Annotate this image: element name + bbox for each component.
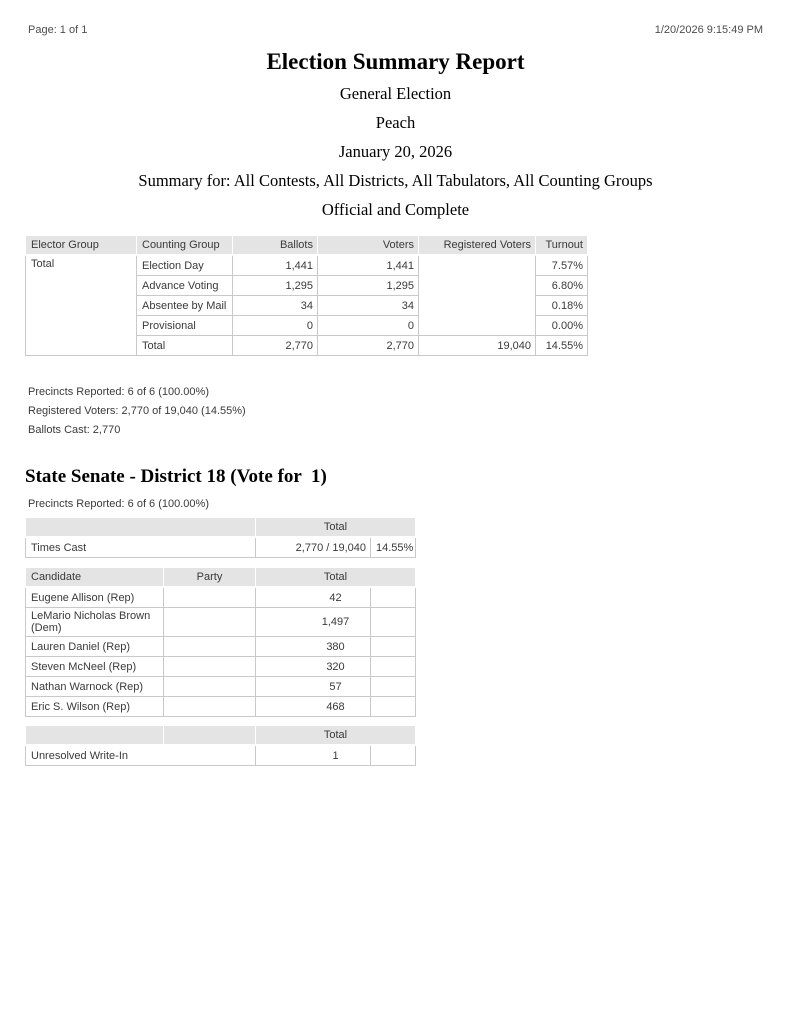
candidate-row	[26, 608, 416, 637]
ballots-cell: 1,441	[233, 255, 318, 276]
candidate-party	[164, 608, 256, 637]
candidate-votes: 57	[256, 677, 416, 697]
write-in-votes: 1	[256, 745, 416, 766]
candidate-name: Eugene Allison (Rep)	[26, 587, 164, 608]
page-number-label: Page: 1 of 1	[28, 24, 88, 36]
candidate-name: Lauren Daniel (Rep)	[26, 637, 164, 657]
registered-voters-cell: 19,040	[419, 336, 536, 356]
col-header-voters: Voters	[318, 236, 419, 256]
col-header-ballots: Ballots	[233, 236, 318, 256]
times-cast-header-row	[26, 518, 416, 538]
ballots-cell: 2,770	[233, 336, 318, 356]
elector-group-summary-table	[25, 235, 588, 356]
candidate-party	[164, 637, 256, 657]
col-header-counting-group: Counting Group	[137, 236, 233, 256]
page-meta-bar	[0, 0, 791, 36]
voters-cell: 1,295	[318, 276, 419, 296]
col-header-elector-group: Elector Group	[26, 236, 137, 256]
ballots-cell: 0	[233, 316, 318, 336]
candidate-name: LeMario Nicholas Brown (Dem)	[26, 608, 164, 637]
candidate-votes: 42	[256, 587, 416, 608]
write-in-header-row	[26, 726, 416, 746]
candidates-header-row	[26, 568, 416, 588]
report-status-line: Official and Complete	[321, 200, 470, 219]
voters-cell: 2,770	[318, 336, 419, 356]
candidate-row	[26, 677, 416, 697]
turnout-cell: 7.57%	[536, 255, 588, 276]
contest-precincts-reported: Precincts Reported: 6 of 6 (100.00%)	[28, 498, 209, 510]
summary-header-row	[26, 236, 588, 256]
candidate-votes: 468	[256, 697, 416, 717]
counting-group-cell: Provisional	[137, 316, 233, 336]
election-name: General Election	[339, 84, 452, 103]
candidate-name: Nathan Warnock (Rep)	[26, 677, 164, 697]
turnout-cell: 0.00%	[536, 316, 588, 336]
counting-group-cell: Absentee by Mail	[137, 296, 233, 316]
candidate-party	[164, 587, 256, 608]
jurisdiction-name: Peach	[375, 113, 416, 132]
times-cast-value: 2,770 / 19,040	[256, 537, 371, 558]
write-in-header-spacer	[26, 726, 164, 746]
candidate-party	[164, 677, 256, 697]
voters-cell: 0	[318, 316, 419, 336]
times-cast-total-header: Total	[256, 518, 416, 538]
times-cast-header-spacer	[26, 518, 256, 538]
times-cast-table	[25, 517, 416, 558]
ballots-cell: 34	[233, 296, 318, 316]
candidate-row	[26, 587, 416, 608]
col-header-turnout: Turnout	[536, 236, 588, 256]
times-cast-label: Times Cast	[26, 537, 256, 558]
candidate-name: Steven McNeel (Rep)	[26, 657, 164, 677]
candidate-name: Eric S. Wilson (Rep)	[26, 697, 164, 717]
counting-group-cell: Total	[137, 336, 233, 356]
table-row	[26, 255, 588, 276]
registered-voters-stat: Registered Voters: 2,770 of 19,040 (14.55%)	[28, 405, 246, 417]
col-header-candidate: Candidate	[26, 568, 164, 588]
counting-group-cell: Advance Voting	[137, 276, 233, 296]
candidate-row	[26, 697, 416, 717]
voters-cell: 1,441	[318, 255, 419, 276]
turnout-cell: 0.18%	[536, 296, 588, 316]
voters-cell: 34	[318, 296, 419, 316]
write-in-total-header: Total	[256, 726, 416, 746]
col-header-party: Party	[164, 568, 256, 588]
candidate-party	[164, 657, 256, 677]
election-date: January 20, 2026	[338, 142, 453, 161]
candidate-row	[26, 657, 416, 677]
col-header-total: Total	[256, 568, 416, 588]
candidate-votes: 1,497	[256, 608, 416, 637]
times-cast-percent: 14.55%	[371, 537, 416, 558]
candidate-row	[26, 637, 416, 657]
times-cast-row	[26, 537, 416, 558]
report-datetime: 1/20/2026 9:15:49 PM	[654, 24, 763, 36]
elector-group-cell: Total	[26, 255, 137, 356]
candidates-table	[25, 567, 416, 717]
candidate-party	[164, 697, 256, 717]
write-in-header-spacer-2	[164, 726, 256, 746]
write-in-row	[26, 745, 416, 766]
ballots-cell: 1,295	[233, 276, 318, 296]
contest-title: State Senate - District 18 (Vote for 1)	[25, 466, 327, 487]
candidate-votes: 320	[256, 657, 416, 677]
counting-group-cell: Election Day	[137, 255, 233, 276]
col-header-registered-voters: Registered Voters	[419, 236, 536, 256]
registered-voters-merged-cell	[419, 255, 536, 336]
write-in-label: Unresolved Write-In	[26, 745, 256, 766]
report-title: Election Summary Report	[266, 49, 525, 74]
summary-scope-line: Summary for: All Contests, All Districts, All Tabulators, All Counting Groups	[138, 171, 653, 190]
summary-stats	[28, 387, 791, 436]
candidate-votes: 380	[256, 637, 416, 657]
turnout-cell: 6.80%	[536, 276, 588, 296]
turnout-cell: 14.55%	[536, 336, 588, 356]
ballots-cast-stat: Ballots Cast: 2,770	[28, 424, 121, 436]
write-in-table	[25, 725, 416, 766]
precincts-reported-stat: Precincts Reported: 6 of 6 (100.00%)	[28, 386, 209, 398]
